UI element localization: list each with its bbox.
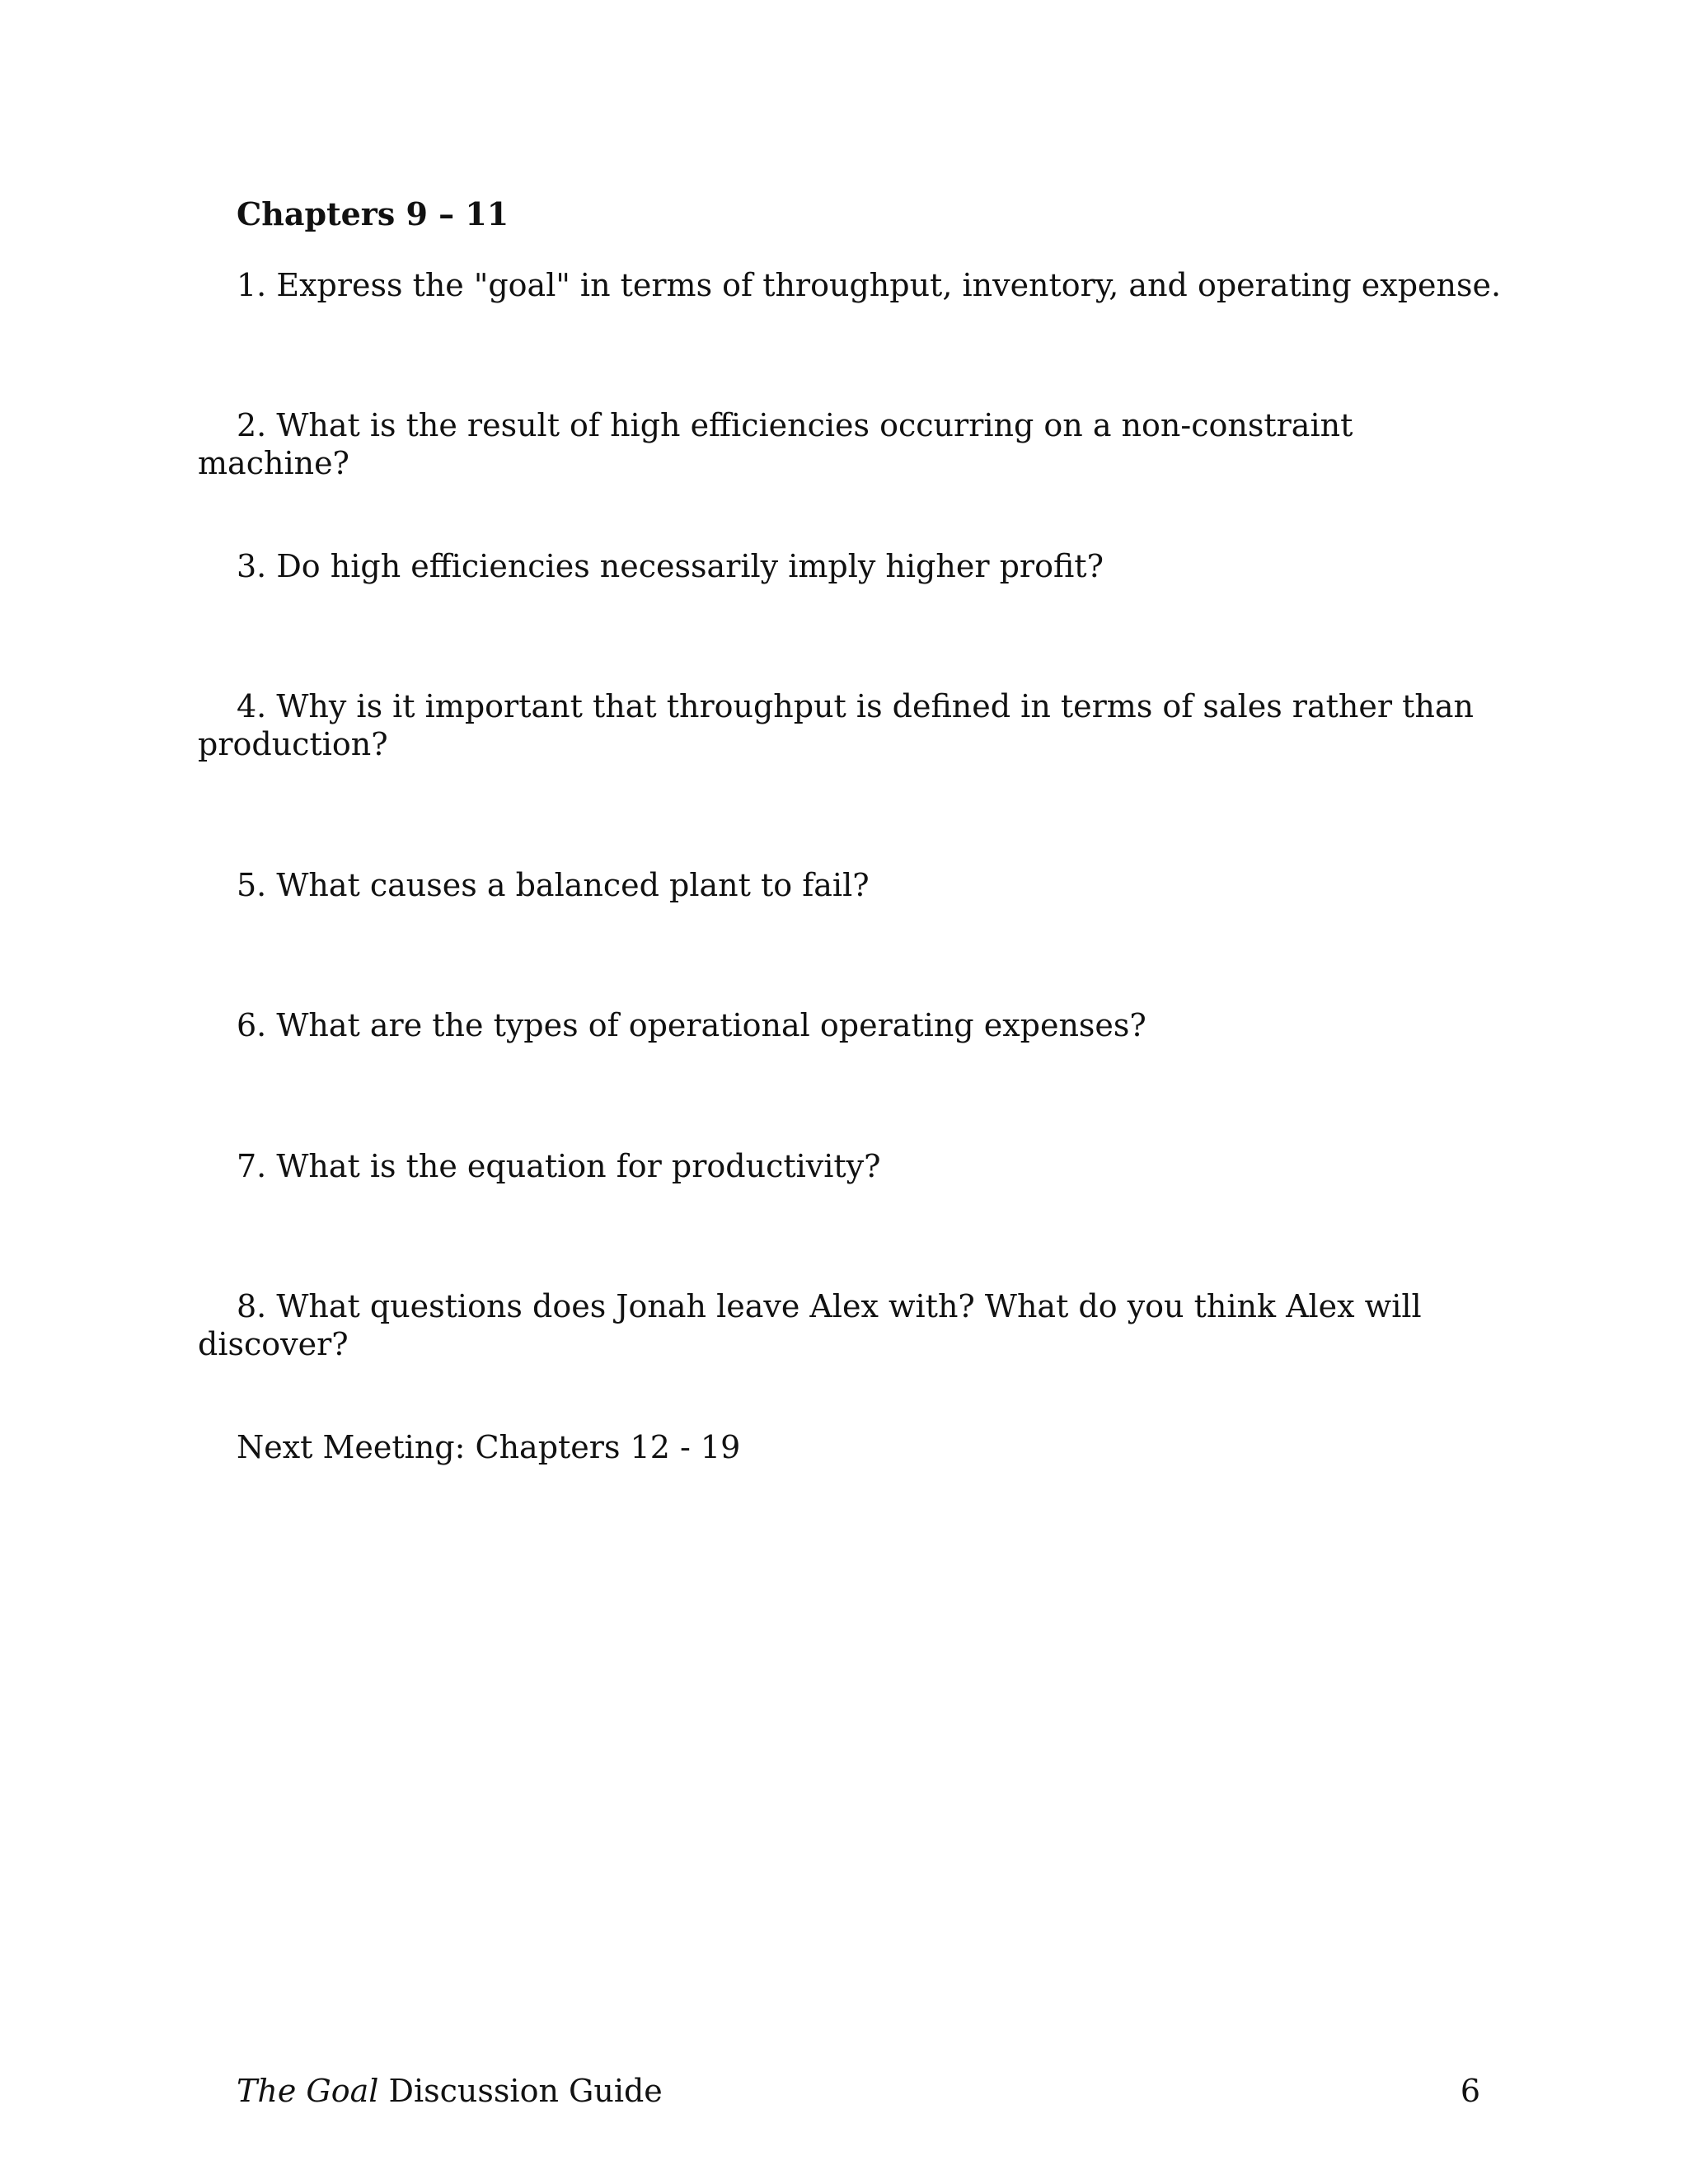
- question-2: 2. What is the result of high efficiencies occurring on a non-constraint machine?: [198, 407, 1353, 481]
- question-6: 6. What are the types of operational operating expenses?: [237, 1007, 1146, 1043]
- question-4: 4. Why is it important that throughput is defined in terms of sales rather than production?: [198, 688, 1474, 762]
- footer-title: [237, 2072, 663, 2110]
- footer-guide-label: Discussion Guide: [388, 2073, 663, 2109]
- question-3: 3. Do high efficiencies necessarily imply higher profit?: [237, 548, 1104, 584]
- section-heading: Chapters 9 – 11: [237, 195, 509, 232]
- next-meeting: Next Meeting: Chapters 12 - 19: [237, 1429, 741, 1465]
- question-1: 1. Express the "goal" in terms of throughput, inventory, and operating expense.: [237, 267, 1502, 303]
- question-8: 8. What questions does Jonah leave Alex with? What do you think Alex will discover?: [198, 1288, 1422, 1362]
- question-5: 5. What causes a balanced plant to fail?: [237, 867, 870, 903]
- footer-book-title: The Goal: [237, 2073, 379, 2109]
- question-7: 7. What is the equation for productivity?: [237, 1148, 881, 1184]
- page-number: 6: [1460, 2073, 1480, 2109]
